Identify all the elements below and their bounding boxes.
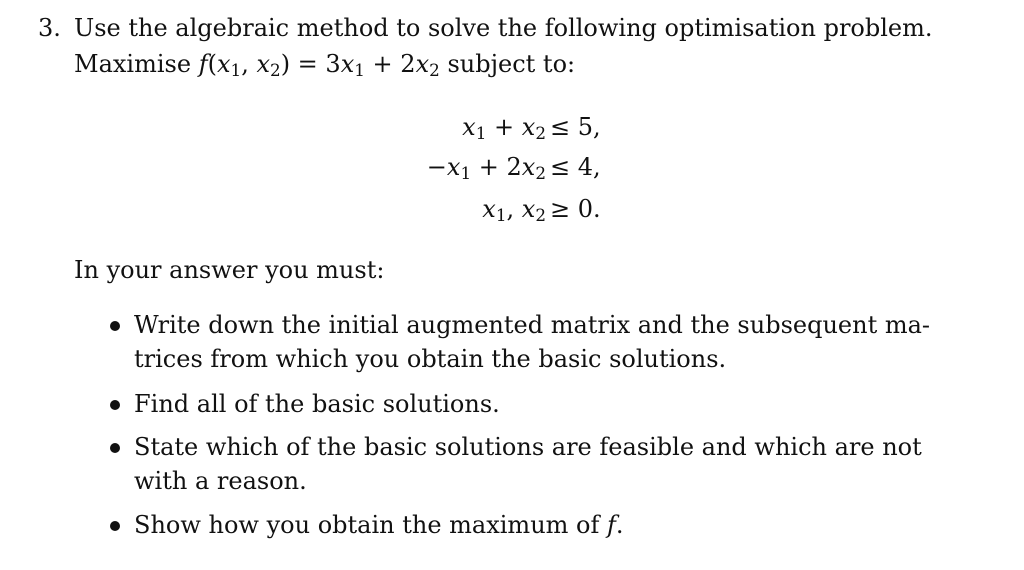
constraint-2-lhs: $-x_1 + 2x_2$ bbox=[426, 153, 546, 184]
answer-heading: In your answer you must: bbox=[74, 256, 385, 284]
constraint-2-rhs: ≤ 4, bbox=[550, 153, 601, 181]
bullet-icon bbox=[110, 521, 120, 531]
bullet-3-line-2: with a reason. bbox=[134, 467, 307, 495]
bullet-icon bbox=[110, 321, 120, 331]
objective-function: $f(x_1$, $x_2) = 3x_1 + 2x_2$ bbox=[198, 50, 440, 81]
bullet-icon bbox=[110, 400, 120, 410]
constraint-3-rhs: ≥ 0. bbox=[550, 195, 601, 223]
bullet-1-line-1: Write down the initial augmented matrix and the subsequent ma- bbox=[134, 311, 931, 339]
bullet-1-line-2: trices from which you obtain the basic solutions. bbox=[134, 345, 727, 373]
subject-to: subject to: bbox=[447, 50, 576, 78]
maximise-word: Maximise bbox=[74, 50, 192, 78]
bullet-4-var: f bbox=[607, 511, 616, 539]
constraint-3-lhs: $x_1$, $x_2$ bbox=[482, 195, 546, 226]
constraint-1-lhs: $x_1 + x_2$ bbox=[462, 113, 546, 144]
bullet-2-line-1: Find all of the basic solutions. bbox=[134, 390, 500, 418]
objective-line bbox=[74, 50, 576, 81]
bullet-4-line-1: Show how you obtain the maximum of f. bbox=[134, 511, 624, 539]
constraint-1-rhs: ≤ 5, bbox=[550, 113, 601, 141]
bullet-3-line-1: State which of the basic solutions are feasible and which are not bbox=[134, 433, 922, 461]
problem-intro: Use the algebraic method to solve the following optimisation problem. bbox=[74, 14, 933, 42]
bullet-icon bbox=[110, 443, 120, 453]
problem-number: 3. bbox=[38, 14, 61, 42]
